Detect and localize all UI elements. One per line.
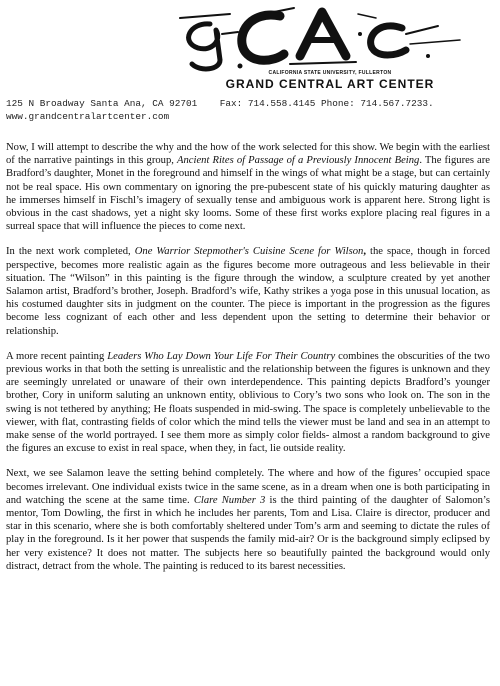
- logo-center-name: GRAND CENTRAL ART CENTER: [225, 77, 435, 91]
- website-link[interactable]: www.grandcentralartcenter.com: [6, 111, 170, 122]
- paragraph-text: is the third painting of the daughter of Salomon’s mentor, Tom Dowling, the first in which he includes her parents, Tom and Lisa. Claire is director, producer and star in this scenario, where she is both comfortably sheltered under Tom’s arm and seeming to dictate the rules of play in the foreground. Is it her power that suspends the family mid-air? Or is the background simply eclipsed by her very existence? It does not matter. The subjects here so beautifully painted the background would only distract, detract from the whole. The painting is reduced to its barest necessities.: [6, 494, 490, 572]
- artwork-title: Clare Number 3: [193, 494, 266, 506]
- artwork-title: Leaders Who Lay Down Your Life For Their Country: [107, 350, 336, 362]
- artwork-title: One Warrior Stepmother's Cuisine Scene for Wilson: [134, 246, 364, 258]
- essay-paragraph: [6, 350, 490, 456]
- paragraph-text: A more recent painting: [6, 350, 108, 362]
- paragraph-text: In the next work completed,: [6, 246, 135, 258]
- paragraph-text: Now, I will attempt to describe the why and the how of the work selected for this show. We begin with the earliest of the narrative paintings in this group,: [6, 142, 490, 167]
- gcac-logo-graphic: [170, 4, 470, 74]
- bold-punctuation: ,: [363, 246, 366, 258]
- essay-paragraph: [6, 141, 490, 233]
- essay-body: [6, 141, 490, 585]
- essay-paragraph: [6, 245, 490, 337]
- essay-paragraph: [6, 467, 490, 573]
- grand-central-art-center-logo: [170, 4, 470, 96]
- paragraph-text: combines the obscurities of the two previous works in that both the setting is unrealistic and the relationship between the figures is unknown and they are seemingly unrelated or unaware of their own interdependence. This painting depicts Bradford’s younger brother, Cory in uniform saluting an unknown entity, oblivious to Cory’s two sons who look on. The son in the swing is not tethered by anything; He floats suspended in mid-swing. The space is completely unbelievable to the viewer, with flat, contrasting fields of color which the mind tells the viewer must be land and sea in an attempt to make sense of the world portrayed. I see them more as simply color fields- almost a random background to give the figures an excuse to exist in real space, when they, in fact, lie outside reality.: [6, 350, 490, 455]
- address-block: [6, 97, 434, 123]
- logo-university-label: CALIFORNIA STATE UNIVERSITY, FULLERTON: [268, 70, 392, 76]
- logo-text: [170, 70, 470, 91]
- paragraph-text: Next, we see Salamon leave the setting behind completely. The where and how of the figures’ occupied space becomes irrelevant. One individual exists twice in the same scene, as in a dream when one is both participating in and watching the scene at the same time.: [6, 468, 490, 506]
- paragraph-text: the space, though in forced perspective, becomes more realistic again as the figures become more outrageous and less believable in their situation. The “Wilson” in this painting is the figure through the window, a sculpture created by yet another Salamon artist, Bradford’s brother, Joseph. Bradford’s wife, Kathy strikes a yoga pose in this unusual location, as his costumed daughter sits in judgment on the counter. The piece is important in the progression as the figures become less cognizant of each other and less dependent upon the setting to determine their behavior or relationship.: [6, 246, 490, 337]
- paragraph-text: . The figures are Bradford’s daughter, Monet in the foreground and himself in the wings of what might be a stage, but can certainly not be real space. His own commentary on ignoring the pre-pubescent state of his quickly maturing daughter as he immerses himself in Fischl’s imagery of sexually tense and ambiguous work is apparent here. Strong light is obvious in the cast shadows, yet a night sky looms. Some of these first works explore placing real figures in a surreal space that will influence the pieces to come next.: [6, 155, 490, 233]
- artwork-title: Ancient Rites of Passage of a Previously Innocent Being: [177, 155, 420, 167]
- address-line: 125 N Broadway Santa Ana, CA 92701 Fax: 714.558.4145 Phone: 714.567.7233.: [6, 98, 434, 109]
